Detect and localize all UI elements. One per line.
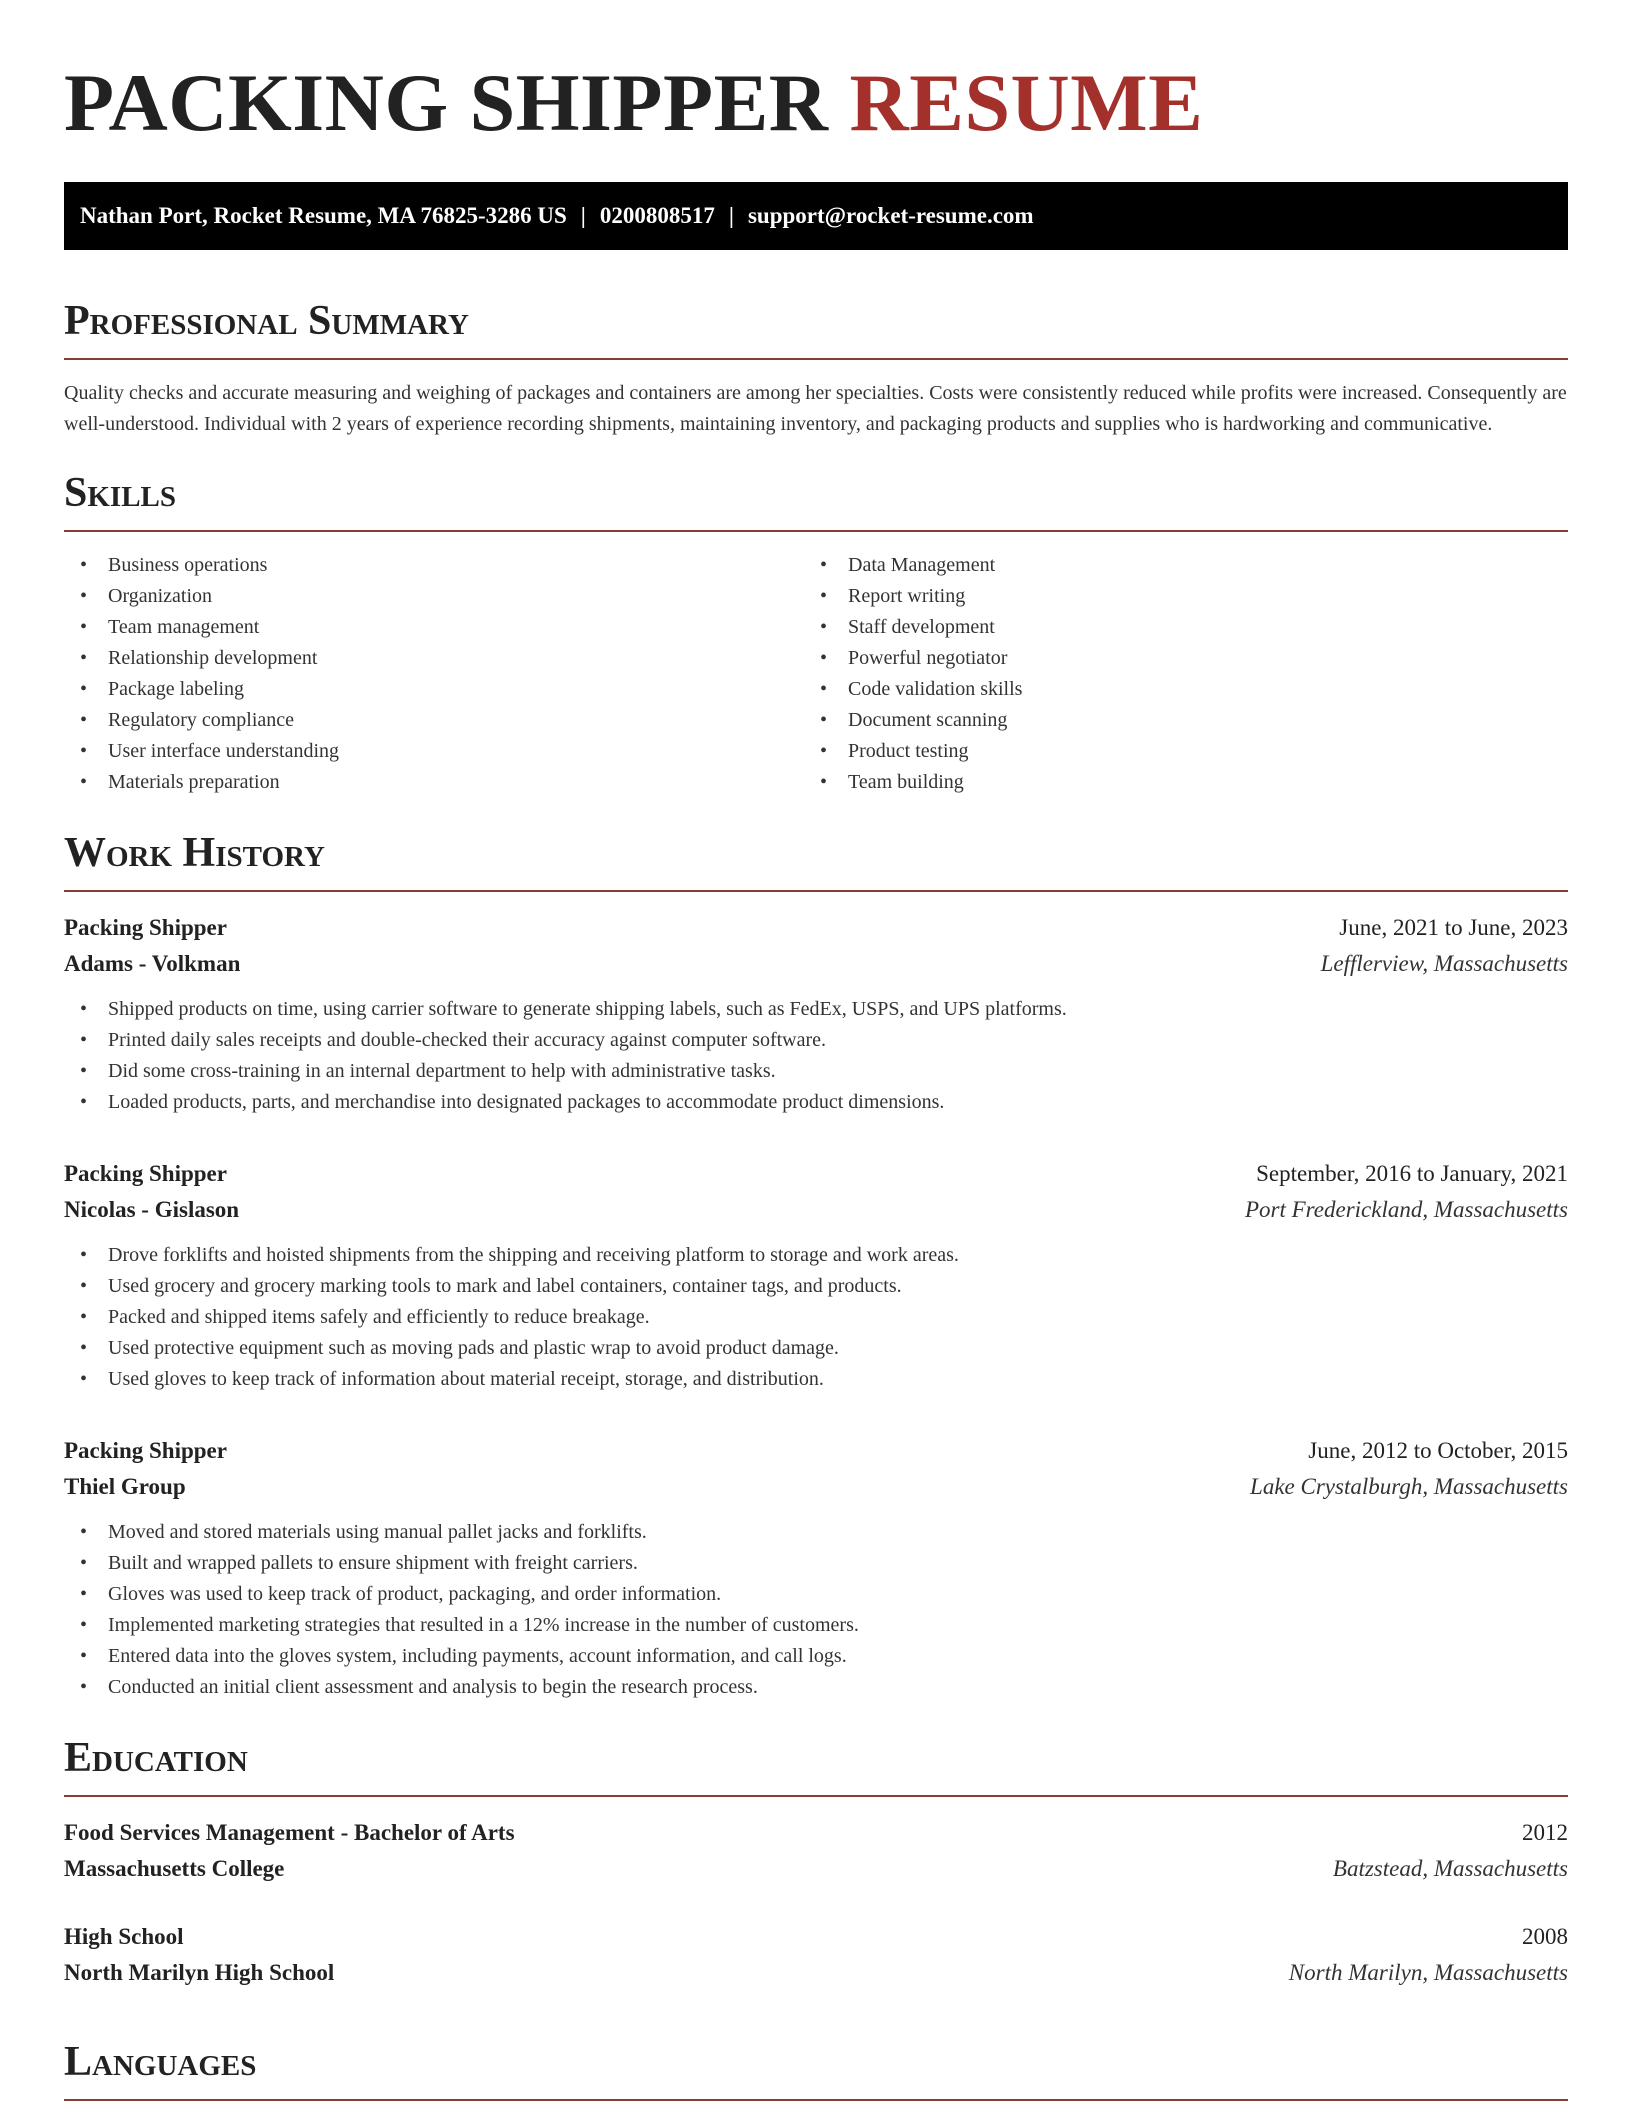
- job-bullet: • Loaded products, parts, and merchandise into designated packages to accommodate product dimensions.: [64, 1087, 1568, 1118]
- job-bullet: • Built and wrapped pallets to ensure shipment with freight carriers.: [64, 1548, 1568, 1579]
- contact-separator: |: [728, 203, 734, 228]
- job-bullet: • Used grocery and grocery marking tools to mark and label containers, container tags, and products.: [64, 1271, 1568, 1302]
- job-subheader: [64, 1192, 1568, 1228]
- languages-heading: Languages: [64, 2039, 257, 2085]
- education-subheader: [64, 1851, 1568, 1887]
- title-accent: RESUME: [849, 57, 1204, 148]
- skills-column-left: [64, 550, 804, 798]
- skill-item: • Powerful negotiator: [804, 643, 1544, 674]
- education-school: North Marilyn High School: [64, 1960, 335, 1985]
- resume-title: [64, 0, 1568, 148]
- section-divider: [64, 890, 1568, 892]
- job-entry: [64, 1156, 1568, 1395]
- job-bullet: • Printed daily sales receipts and double-checked their accuracy against computer software.: [64, 1025, 1568, 1056]
- education-school: Massachusetts College: [64, 1856, 285, 1881]
- education-header: [64, 1815, 1568, 1851]
- job-company: Adams - Volkman: [64, 951, 241, 976]
- job-company: Nicolas - Gislason: [64, 1197, 240, 1222]
- job-company: Thiel Group: [64, 1474, 186, 1499]
- job-title: Packing Shipper: [64, 1438, 227, 1463]
- job-bullet: • Used gloves to keep track of information about material receipt, storage, and distribution.: [64, 1364, 1568, 1395]
- education-location: Batzstead, Massachusetts: [1332, 1856, 1568, 1881]
- job-location: Lefflerview, Massachusetts: [1320, 951, 1568, 976]
- skills-column-right: [804, 550, 1544, 798]
- contact-phone[interactable]: 0200808517: [599, 203, 715, 228]
- job-bullet: • Conducted an initial client assessment and analysis to begin the research process.: [64, 1672, 1568, 1703]
- job-location: Port Frederickland, Massachusetts: [1244, 1197, 1568, 1222]
- skill-item: • Relationship development: [64, 643, 804, 674]
- education-entry: [64, 1815, 1568, 1887]
- job-dates: June, 2012 to October, 2015: [1308, 1438, 1568, 1463]
- skill-item: • Product testing: [804, 736, 1544, 767]
- job-header: [64, 1433, 1568, 1469]
- contact-bar: [64, 182, 1568, 250]
- skill-item: • Data Management: [804, 550, 1544, 581]
- job-bullet: • Entered data into the gloves system, including payments, account information, and call logs.: [64, 1641, 1568, 1672]
- job-header: [64, 1156, 1568, 1192]
- job-title: Packing Shipper: [64, 915, 227, 940]
- skills-list: [64, 550, 1568, 798]
- skill-item: • Report writing: [804, 581, 1544, 612]
- skill-item: • Package labeling: [64, 674, 804, 705]
- education-year: 2012: [1522, 1820, 1568, 1845]
- skill-item: • Team building: [804, 767, 1544, 798]
- section-divider: [64, 530, 1568, 532]
- job-bullet: • Did some cross-training in an internal department to help with administrative tasks.: [64, 1056, 1568, 1087]
- job-dates: June, 2021 to June, 2023: [1339, 915, 1568, 940]
- skills-heading: Skills: [64, 470, 177, 516]
- section-divider: [64, 1795, 1568, 1797]
- skill-item: • User interface understanding: [64, 736, 804, 767]
- job-bullet: • Implemented marketing strategies that resulted in a 12% increase in the number of customers.: [64, 1610, 1568, 1641]
- education-year: 2008: [1522, 1924, 1568, 1949]
- skill-item: • Code validation skills: [804, 674, 1544, 705]
- job-bullet: • Packed and shipped items safely and efficiently to reduce breakage.: [64, 1302, 1568, 1333]
- job-dates: September, 2016 to January, 2021: [1256, 1161, 1568, 1186]
- education-header: [64, 1919, 1568, 1955]
- title-main: PACKING SHIPPER: [64, 57, 829, 148]
- job-location: Lake Crystalburgh, Massachusetts: [1250, 1474, 1568, 1499]
- section-divider: [64, 358, 1568, 360]
- skill-item: • Regulatory compliance: [64, 705, 804, 736]
- job-bullet: • Shipped products on time, using carrier software to generate shipping labels, such as FedEx, USPS, and UPS platforms.: [64, 994, 1568, 1025]
- summary-heading: Professional Summary: [64, 298, 469, 344]
- work-history-heading: Work History: [64, 830, 325, 876]
- skill-item: • Team management: [64, 612, 804, 643]
- education-location: North Marilyn, Massachusetts: [1288, 1960, 1568, 1985]
- job-entry: [64, 1433, 1568, 1703]
- skill-item: • Staff development: [804, 612, 1544, 643]
- job-subheader: [64, 1469, 1568, 1505]
- education-subheader: [64, 1955, 1568, 1991]
- education-heading: Education: [64, 1735, 248, 1781]
- education-degree: Food Services Management - Bachelor of Arts: [64, 1820, 515, 1845]
- skill-item: • Materials preparation: [64, 767, 804, 798]
- job-header: [64, 910, 1568, 946]
- job-bullet: • Moved and stored materials using manual pallet jacks and forklifts.: [64, 1517, 1568, 1548]
- summary-text: Quality checks and accurate measuring and weighing of packages and containers are among her specialties. Costs were consistently reduced while profits were increased. Consequently are well-understood. Individual with 2 years of experience recording shipments, maintaining inventory, and packaging products and supplies who is hardworking and communicative.: [64, 382, 1567, 435]
- education-entry: [64, 1919, 1568, 1991]
- job-bullet: • Gloves was used to keep track of product, packaging, and order information.: [64, 1579, 1568, 1610]
- job-bullets: [64, 1517, 1568, 1703]
- job-subheader: [64, 946, 1568, 982]
- contact-address: Nathan Port, Rocket Resume, MA 76825-3286 US: [80, 203, 567, 228]
- skill-item: • Document scanning: [804, 705, 1544, 736]
- job-title: Packing Shipper: [64, 1161, 227, 1186]
- contact-separator: |: [580, 203, 586, 228]
- job-entry: [64, 910, 1568, 1118]
- job-bullet: • Used protective equipment such as moving pads and plastic wrap to avoid product damage.: [64, 1333, 1568, 1364]
- contact-email[interactable]: support@rocket-resume.com: [747, 203, 1034, 228]
- job-bullets: [64, 1240, 1568, 1395]
- skill-item: • Business operations: [64, 550, 804, 581]
- skill-item: • Organization: [64, 581, 804, 612]
- education-degree: High School: [64, 1924, 184, 1949]
- section-divider: [64, 2099, 1568, 2101]
- job-bullet: • Drove forklifts and hoisted shipments from the shipping and receiving platform to storage and work areas.: [64, 1240, 1568, 1271]
- job-bullets: [64, 994, 1568, 1118]
